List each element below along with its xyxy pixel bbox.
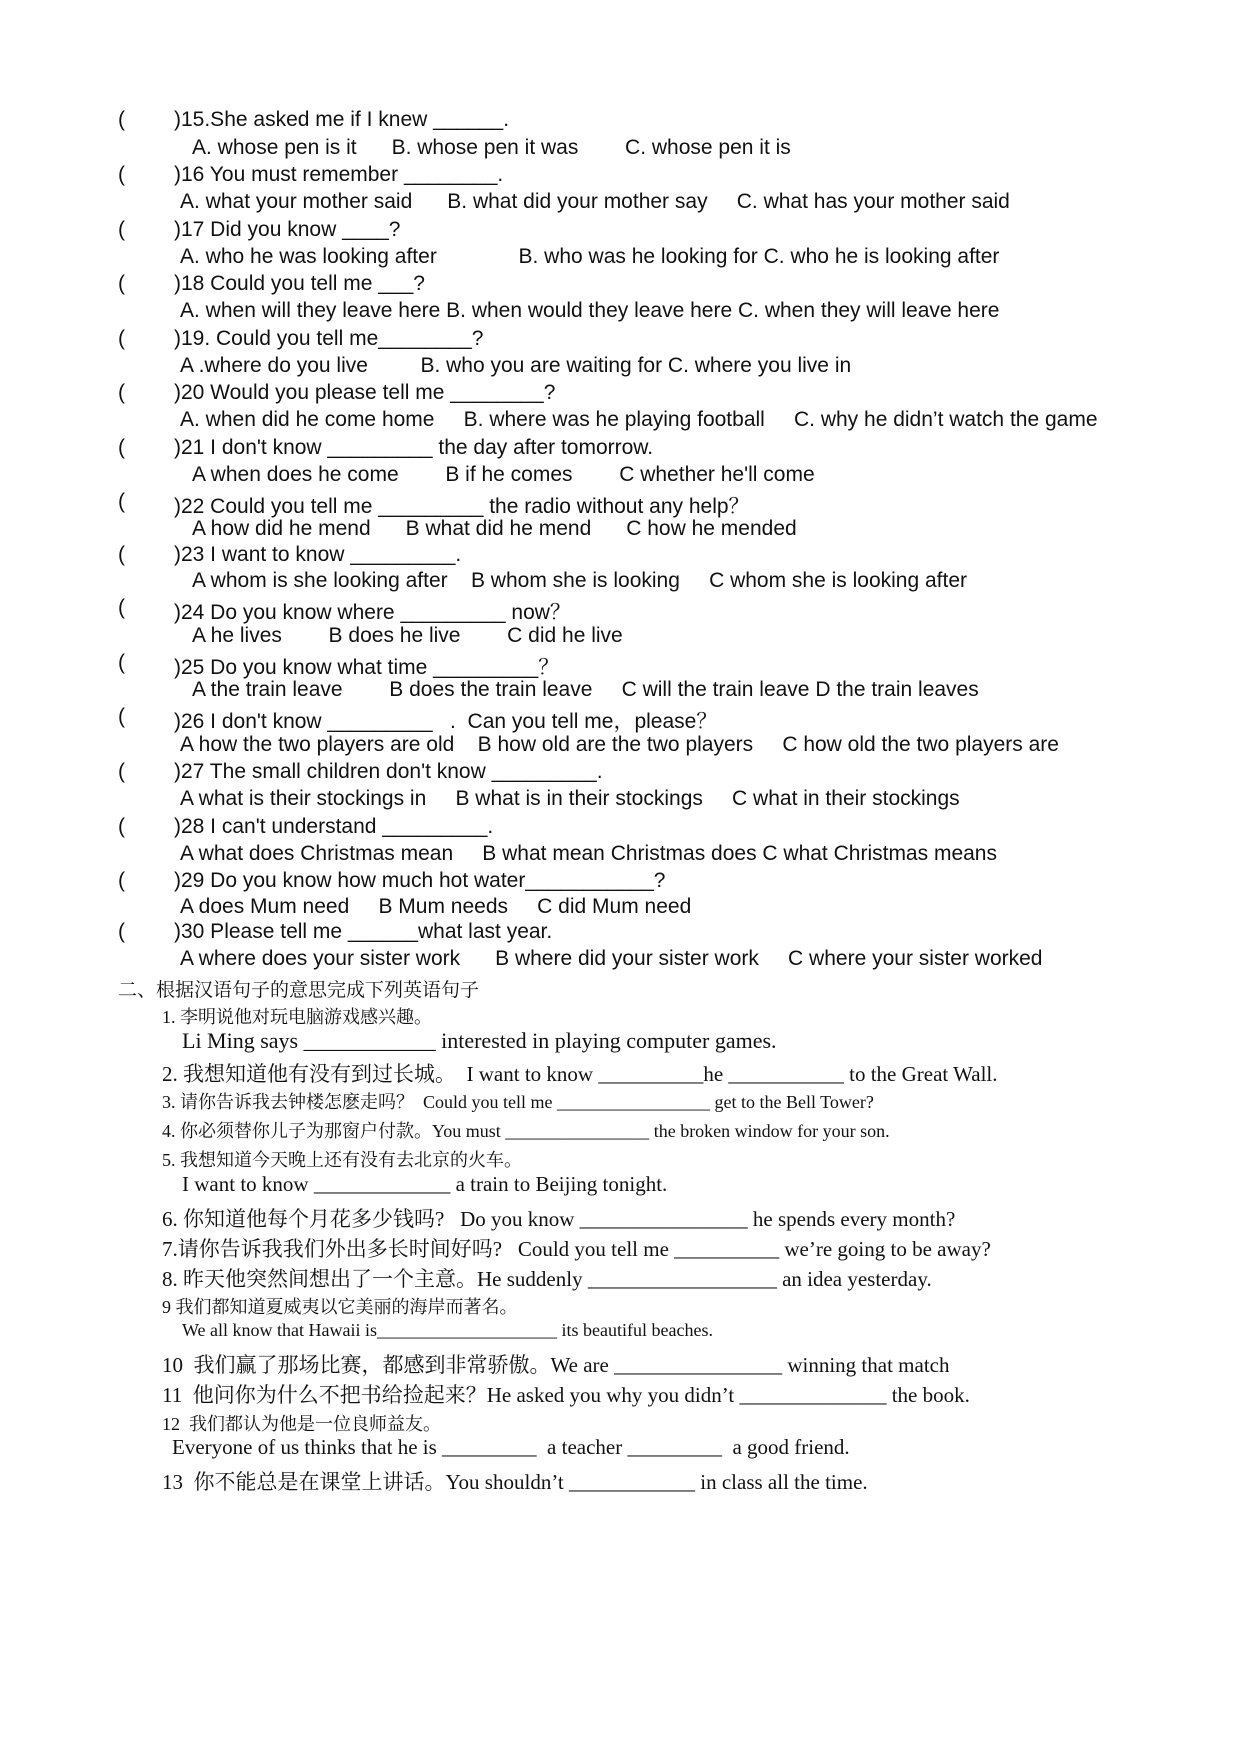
question-text: )20 Would you please tell me ________? (174, 381, 556, 404)
question-text: )29 Do you know how much hot water___________? (174, 869, 666, 892)
options-text: A what is their stockings in B what is in their stockings C what in their stockings (180, 787, 960, 810)
options-text: A. what your mother said B. what did your mother say C. what has your mother said (180, 190, 1010, 213)
answer-paren: ( (118, 327, 125, 350)
section-heading: 二、根据汉语句子的意思完成下列英语句子 (118, 980, 480, 1001)
answer-paren: ( (118, 381, 125, 404)
question-text: )25 Do you know what time _________？ (174, 656, 560, 679)
options-text: A .where do you live B. who you are waiting for C. where you live in (180, 354, 852, 377)
question-text: )21 I don't know _________ the day after tomorrow. (174, 436, 654, 459)
options-text: A whom is she looking after B whom she is looking C whom she is looking after (192, 569, 968, 592)
options-text: A the train leave B does the train leave C will the train leave D the train leaves (192, 678, 979, 701)
translation-item: 7.请你告诉我我们外出多长时间好吗? Could you tell me __________ we’re going to be away? (162, 1237, 991, 1261)
options-text: A. whose pen is it B. whose pen it was C. whose pen it is (192, 136, 791, 159)
question-text: )18 Could you tell me ___? (174, 272, 425, 295)
translation-prompt: 5. 我想知道今天晚上还有没有去北京的火车。 (162, 1150, 522, 1170)
translation-item: 8. 昨天他突然间想出了一个主意。He suddenly __________________ an idea yesterday. (162, 1267, 932, 1291)
answer-paren: ( (118, 218, 125, 241)
translation-prompt: 9 我们都知道夏威夷以它美丽的海岸而著名。 (162, 1297, 518, 1317)
answer-paren: ( (118, 436, 125, 459)
question-text: )24 Do you know where _________ now？ (174, 601, 571, 624)
answer-paren: ( (118, 869, 125, 892)
translation-item: 6. 你知道他每个月花多少钱吗? Do you know ________________ he spends every month? (162, 1207, 956, 1231)
translation-sentence: Everyone of us thinks that he is _________ a teacher _________ a good friend. (172, 1435, 850, 1459)
options-text: A. when did he come home B. where was he playing football C. why he didn’t watch the game (180, 408, 1098, 431)
question-text: )16 You must remember ________. (174, 163, 504, 186)
answer-paren: ( (118, 543, 125, 566)
options-text: A what does Christmas mean B what mean Christmas does C what Christmas means (180, 842, 997, 865)
answer-paren: ( (118, 760, 125, 783)
question-text: )22 Could you tell me _________ the radio without any help？ (174, 495, 750, 518)
translation-sentence: Li Ming says ____________ interested in playing computer games. (182, 1028, 777, 1053)
question-text: )30 Please tell me ______what last year. (174, 920, 553, 943)
options-text: A where does your sister work B where did your sister work C where your sister worked (180, 947, 1043, 970)
translation-item: 11 他问你为什么不把书给捡起来？He asked you why you didn’t ______________ the book. (162, 1383, 970, 1407)
translation-prompt: 1. 李明说他对玩电脑游戏感兴趣。 (162, 1007, 432, 1027)
options-text: A how the two players are old B how old are the two players C how old the two players are (180, 733, 1059, 756)
translation-sentence: I want to know _____________ a train to Beijing tonight. (182, 1172, 668, 1196)
question-text: )28 I can't understand _________. (174, 815, 494, 838)
question-text: )27 The small children don't know _________. (174, 760, 603, 783)
translation-item: 10 我们赢了那场比赛，都感到非常骄傲。We are ________________ winning that match (162, 1353, 950, 1377)
question-text: )15.She asked me if I knew ______. (174, 108, 510, 131)
answer-paren: ( (118, 163, 125, 186)
question-text: )19. Could you tell me________? (174, 327, 484, 350)
translation-item: 13 你不能总是在课堂上讲话。You shouldn’t ____________ in class all the time. (162, 1470, 868, 1494)
options-text: A he lives B does he live C did he live (192, 624, 623, 647)
answer-paren: ( (118, 596, 125, 619)
question-text: )23 I want to know _________. (174, 543, 462, 566)
answer-paren: ( (118, 490, 125, 513)
answer-paren: ( (118, 272, 125, 295)
translation-prompt: 12 我们都认为他是一位良师益友。 (162, 1414, 441, 1434)
translation-item: 2. 我想知道他有没有到过长城。 I want to know __________he ___________ to the Great Wall. (162, 1062, 998, 1086)
question-text: )17 Did you know ____? (174, 218, 401, 241)
translation-sentence: We all know that Hawaii is____________________ its beautiful beaches. (182, 1320, 713, 1340)
answer-paren: ( (118, 108, 125, 131)
options-text: A does Mum need B Mum needs C did Mum need (180, 895, 692, 918)
options-text: A when does he come B if he comes C whether he'll come (192, 463, 815, 486)
options-text: A. who he was looking after B. who was he looking for C. who he is looking after (180, 245, 1000, 268)
answer-paren: ( (118, 815, 125, 838)
question-text: )26 I don't know _________ . Can you tell me，please？ (174, 710, 718, 733)
answer-paren: ( (118, 651, 125, 674)
answer-paren: ( (118, 705, 125, 728)
translation-item: 3. 请你告诉我去钟楼怎麽走吗？ Could you tell me _________________ get to the Bell Tower? (162, 1092, 874, 1112)
translation-item: 4. 你必须替你儿子为那窗户付款。You must ________________ the broken window for your son. (162, 1121, 890, 1141)
options-text: A. when will they leave here B. when would they leave here C. when they will leave here (180, 299, 1000, 322)
answer-paren: ( (118, 920, 125, 943)
options-text: A how did he mend B what did he mend C how he mended (192, 517, 797, 540)
